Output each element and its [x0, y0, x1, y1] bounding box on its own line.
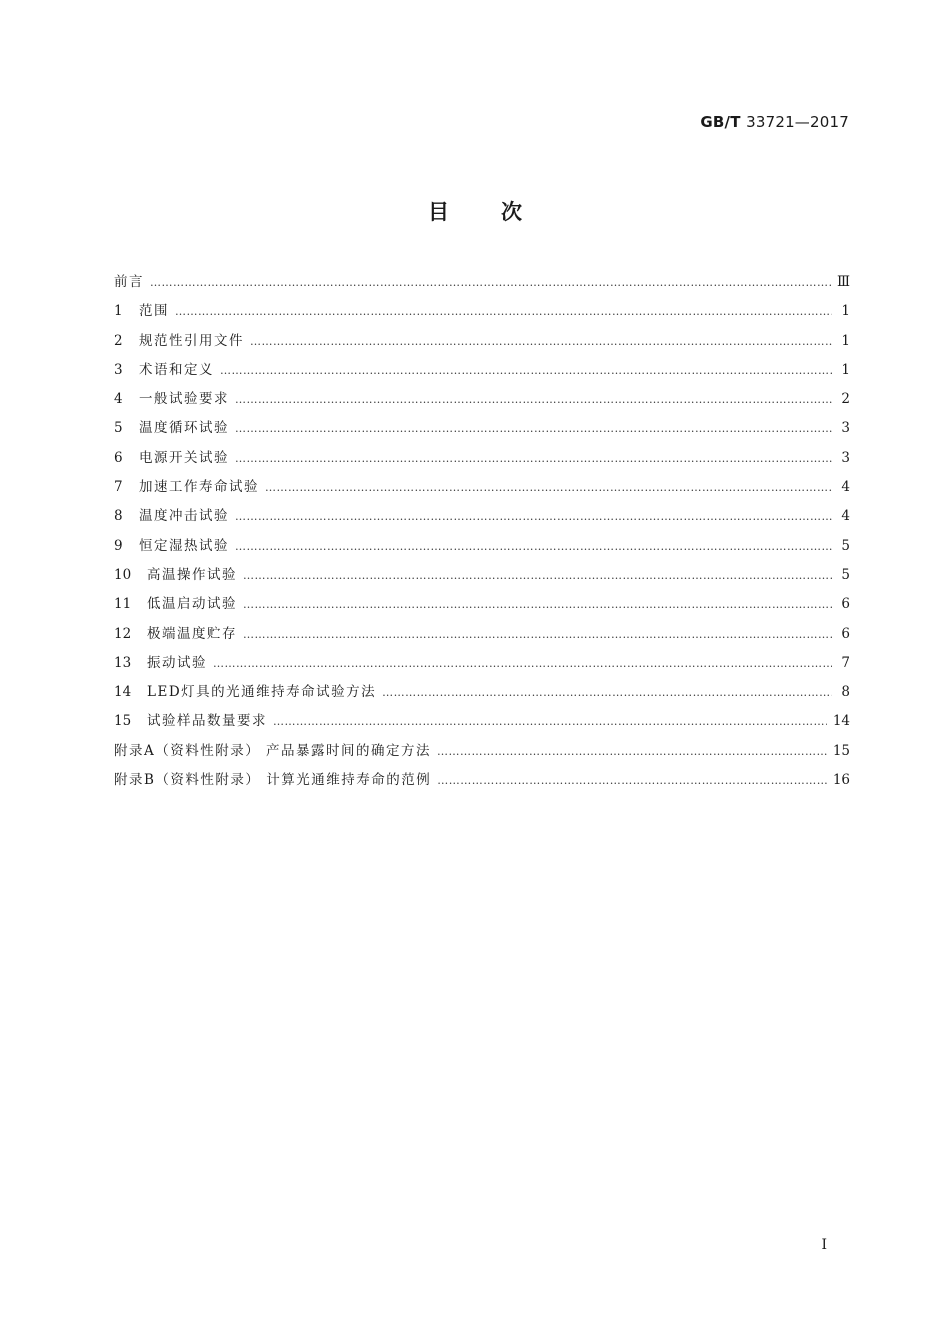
toc-dot-leader — [250, 335, 832, 348]
toc-entry-title: 温度冲击试验 — [139, 508, 229, 525]
toc-entry-page: 2 — [841, 391, 850, 408]
toc-entry-number: 8 — [114, 508, 123, 525]
toc-entry-number: 12 — [114, 625, 132, 642]
toc-dot-leader — [220, 364, 832, 377]
toc-entry[interactable] — [114, 358, 850, 387]
toc-dot-leader — [235, 422, 832, 435]
toc-entry-title: 低温启动试验 — [147, 596, 237, 613]
toc-entry-number: 14 — [114, 684, 132, 701]
toc-entry-number: 3 — [114, 361, 123, 378]
toc-dot-leader — [382, 686, 832, 699]
table-of-contents — [114, 270, 850, 797]
toc-entry-number: 7 — [114, 479, 123, 496]
toc-dot-leader — [437, 774, 827, 787]
toc-entry-page: 4 — [841, 479, 850, 496]
toc-entry[interactable] — [114, 739, 850, 768]
toc-dot-leader — [243, 628, 832, 641]
toc-entry-page: 6 — [841, 596, 850, 613]
toc-entry[interactable] — [114, 504, 850, 533]
toc-entry[interactable] — [114, 768, 850, 797]
toc-entry[interactable] — [114, 651, 850, 680]
toc-entry-title: 极端温度贮存 — [147, 625, 237, 642]
toc-entry[interactable] — [114, 475, 850, 504]
toc-dot-leader — [243, 598, 832, 611]
toc-entry[interactable] — [114, 270, 850, 299]
toc-entry-number: 5 — [114, 420, 123, 437]
toc-entry-page: 5 — [841, 537, 850, 554]
toc-entry[interactable] — [114, 563, 850, 592]
toc-entry-number: 10 — [114, 566, 132, 583]
toc-entry-title: 高温操作试验 — [147, 566, 237, 583]
toc-dot-leader — [150, 276, 831, 289]
toc-entry-title: 一般试验要求 — [139, 391, 229, 408]
toc-dot-leader — [235, 540, 832, 553]
toc-entry-title: 附录B（资料性附录） 计算光通维持寿命的范例 — [114, 772, 432, 789]
toc-entry-title: 振动试验 — [147, 654, 207, 671]
toc-entry-number: 1 — [114, 303, 123, 320]
toc-entry-title: 范围 — [139, 303, 169, 320]
toc-entry-number: 11 — [114, 596, 132, 613]
toc-entry-page: 16 — [832, 772, 850, 789]
toc-entry-page: 4 — [841, 508, 850, 525]
toc-dot-leader — [437, 745, 827, 758]
toc-entry-page: 1 — [841, 361, 850, 378]
toc-entry-number: 9 — [114, 537, 123, 554]
toc-entry[interactable] — [114, 709, 850, 738]
footer-page-number: Ⅰ — [821, 1237, 827, 1253]
toc-entry-title: 试验样品数量要求 — [147, 713, 267, 730]
toc-entry-page: 3 — [841, 420, 850, 437]
toc-dot-leader — [243, 569, 832, 582]
page-title: 目次 — [428, 200, 574, 224]
standard-number: 33721—2017 — [746, 113, 849, 131]
toc-entry[interactable] — [114, 680, 850, 709]
toc-entry-number: 15 — [114, 713, 132, 730]
toc-entry[interactable] — [114, 592, 850, 621]
toc-entry-title: 规范性引用文件 — [139, 332, 244, 349]
toc-entry-title: 附录A（资料性附录） 产品暴露时间的确定方法 — [114, 742, 432, 759]
toc-entry-number: 2 — [114, 332, 123, 349]
toc-entry-number: 13 — [114, 654, 132, 671]
toc-entry-title: 电源开关试验 — [139, 449, 229, 466]
toc-entry-page: 1 — [841, 303, 850, 320]
toc-entry-page: 1 — [841, 332, 850, 349]
toc-entry[interactable] — [114, 299, 850, 328]
toc-entry-page: 8 — [841, 684, 850, 701]
toc-dot-leader — [213, 657, 832, 670]
toc-entry[interactable] — [114, 622, 850, 651]
toc-entry[interactable] — [114, 446, 850, 475]
toc-entry-title: LED灯具的光通维持寿命试验方法 — [147, 684, 377, 701]
toc-entry-number: 6 — [114, 449, 123, 466]
toc-dot-leader — [273, 715, 827, 728]
toc-entry-title: 加速工作寿命试验 — [139, 479, 259, 496]
toc-entry[interactable] — [114, 329, 850, 358]
toc-entry-title: 术语和定义 — [139, 361, 214, 378]
toc-entry-page: 14 — [832, 713, 850, 730]
toc-entry[interactable] — [114, 416, 850, 445]
toc-dot-leader — [235, 510, 832, 523]
toc-entry-title: 恒定湿热试验 — [139, 537, 229, 554]
toc-dot-leader — [235, 452, 832, 465]
toc-dot-leader — [235, 393, 832, 406]
toc-entry-page: 7 — [841, 654, 850, 671]
toc-entry[interactable] — [114, 534, 850, 563]
toc-entry-page: Ⅲ — [836, 274, 850, 290]
toc-entry-number: 4 — [114, 391, 123, 408]
toc-dot-leader — [175, 305, 832, 318]
standard-prefix: GB/T — [700, 113, 741, 131]
toc-dot-leader — [265, 481, 832, 494]
standard-code — [700, 113, 849, 131]
toc-entry-page: 15 — [832, 742, 850, 759]
toc-entry-page: 3 — [841, 449, 850, 466]
toc-entry-title: 温度循环试验 — [139, 420, 229, 437]
toc-entry[interactable] — [114, 387, 850, 416]
toc-entry-title: 前言 — [114, 274, 144, 290]
toc-entry-page: 6 — [841, 625, 850, 642]
toc-entry-page: 5 — [841, 566, 850, 583]
